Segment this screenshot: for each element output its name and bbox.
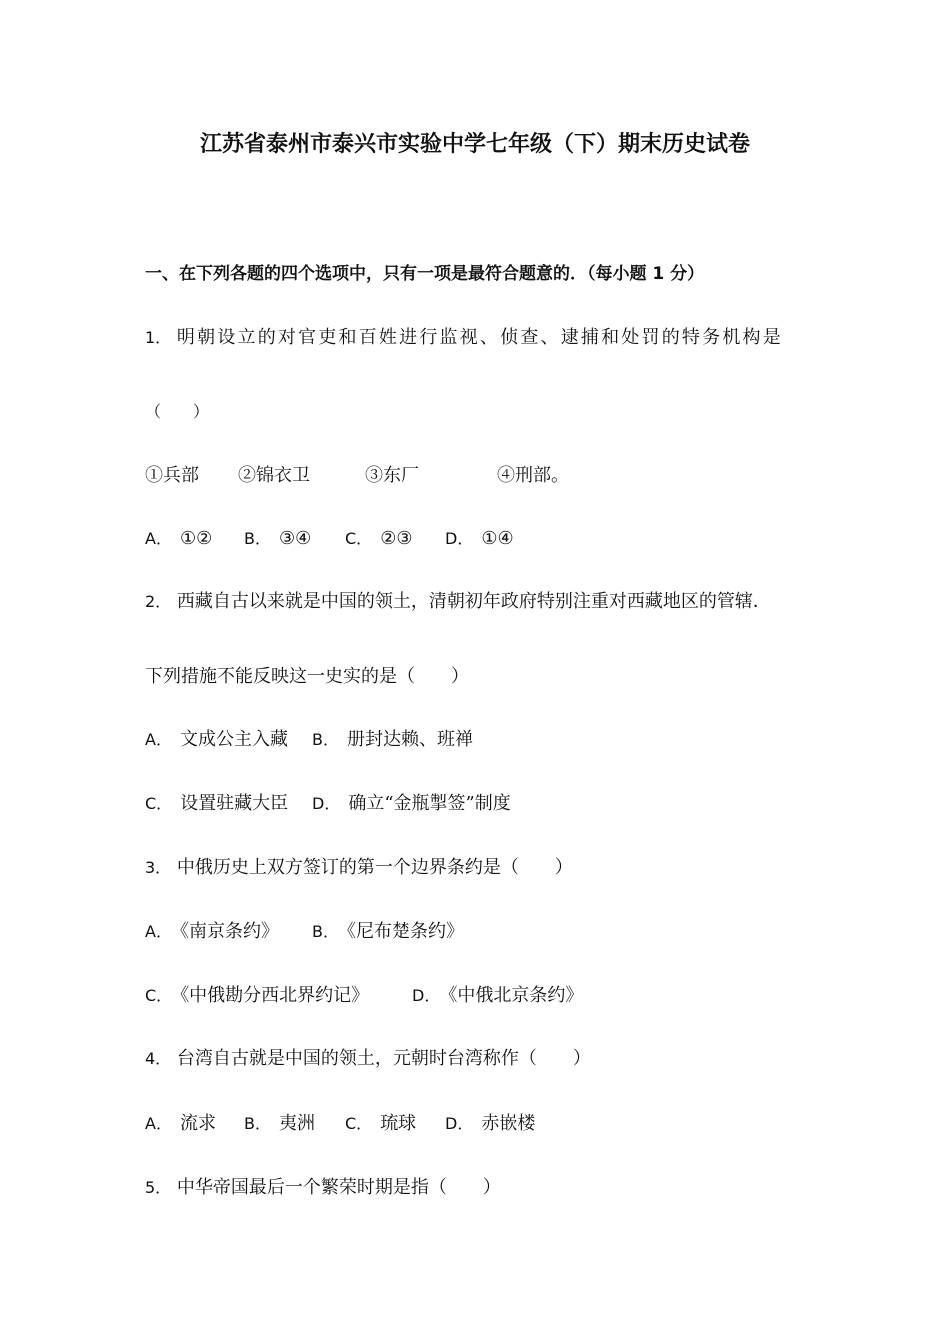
question-stem: 中华帝国最后一个繁荣时期是指（ ）	[176, 1177, 501, 1198]
question-4	[145, 1047, 591, 1071]
option-text: ②③	[380, 528, 413, 549]
question-number: 1．	[145, 328, 172, 347]
option-b[interactable]	[312, 728, 473, 752]
option-letter: B．	[244, 529, 271, 548]
option-text: 《尼布楚条约》	[346, 921, 464, 942]
option-a[interactable]	[145, 920, 279, 944]
question-number: 2．	[145, 592, 172, 611]
option-a[interactable]	[145, 527, 212, 551]
option-d[interactable]	[412, 984, 583, 1008]
option-letter: D．	[445, 529, 474, 548]
option-b[interactable]	[244, 527, 311, 551]
question-stem: 西藏自古以来就是中国的领土，清朝初年政府特别注重对西藏地区的管辖．	[176, 591, 771, 612]
question-2	[145, 590, 771, 614]
option-text: 《中俄北京条约》	[448, 985, 584, 1006]
option-letter: B．	[244, 1114, 271, 1133]
option-text: 设置驻藏大臣	[180, 793, 289, 814]
item: ④刑部。	[497, 465, 569, 486]
option-text: 文成公主入藏	[179, 729, 288, 750]
question-stem: 中俄历史上双方签订的第一个边界条约是（ ）	[176, 857, 573, 878]
option-text: ①②	[179, 528, 213, 549]
question-stem: 明朝设立的对官吏和百姓进行监视、侦查、逮捕和处罚的特务机构是	[176, 327, 783, 348]
option-letter: C．	[145, 986, 173, 1005]
option-text: 琉球	[380, 1113, 417, 1134]
section-heading: 一、在下列各题的四个选项中，只有一项是最符合题意的．（每小题 1 分）	[145, 264, 705, 284]
option-letter: C．	[345, 529, 373, 548]
option-letter: A．	[145, 922, 172, 941]
option-b[interactable]	[312, 920, 464, 944]
option-c[interactable]	[345, 1112, 416, 1136]
option-c[interactable]	[345, 527, 412, 551]
question-1-blank: （ ）	[145, 402, 210, 421]
option-letter: A．	[145, 730, 172, 749]
question-2-stem-cont: 下列措施不能反映这一史实的是（ ）	[145, 666, 469, 687]
option-letter: D．	[312, 794, 341, 813]
option-a[interactable]	[145, 1112, 216, 1136]
option-text: 《中俄勘分西北界约记》	[180, 985, 370, 1006]
option-text: 赤嵌楼	[481, 1113, 536, 1134]
option-text: 确立“金瓶掣签”制度	[348, 793, 511, 814]
option-text: ①④	[481, 528, 514, 549]
option-letter: C．	[345, 1114, 373, 1133]
option-text: 夷洲	[278, 1113, 315, 1134]
option-letter: A．	[145, 529, 172, 548]
option-a[interactable]	[145, 728, 288, 752]
option-c[interactable]	[145, 984, 369, 1008]
option-d[interactable]	[312, 792, 511, 816]
question-number: 3．	[145, 858, 172, 877]
question-3	[145, 856, 573, 880]
option-text: 《南京条约》	[179, 921, 279, 942]
option-letter: D．	[412, 986, 441, 1005]
option-letter: D．	[445, 1114, 474, 1133]
item: ③东厂	[365, 465, 419, 486]
question-5	[145, 1176, 501, 1200]
question-stem: 台湾自古就是中国的领土，元朝时台湾称作（ ）	[176, 1048, 591, 1069]
option-letter: C．	[145, 794, 173, 813]
option-letter: B．	[312, 922, 339, 941]
item: ①兵部	[145, 465, 199, 486]
question-number: 4．	[145, 1049, 172, 1068]
option-c[interactable]	[145, 792, 288, 816]
question-number: 5．	[145, 1178, 172, 1197]
option-text: ③④	[278, 528, 312, 549]
item: ②锦衣卫	[238, 465, 310, 486]
option-letter: A．	[145, 1114, 172, 1133]
option-text: 流求	[179, 1113, 216, 1134]
option-text: 册封达赖、班禅	[346, 729, 473, 750]
option-d[interactable]	[445, 527, 514, 551]
exam-title: 江苏省泰州市泰兴市实验中学七年级（下）期末历史试卷	[199, 132, 750, 157]
option-d[interactable]	[445, 1112, 535, 1136]
option-letter: B．	[312, 730, 339, 749]
option-b[interactable]	[244, 1112, 315, 1136]
question-1	[145, 326, 783, 350]
